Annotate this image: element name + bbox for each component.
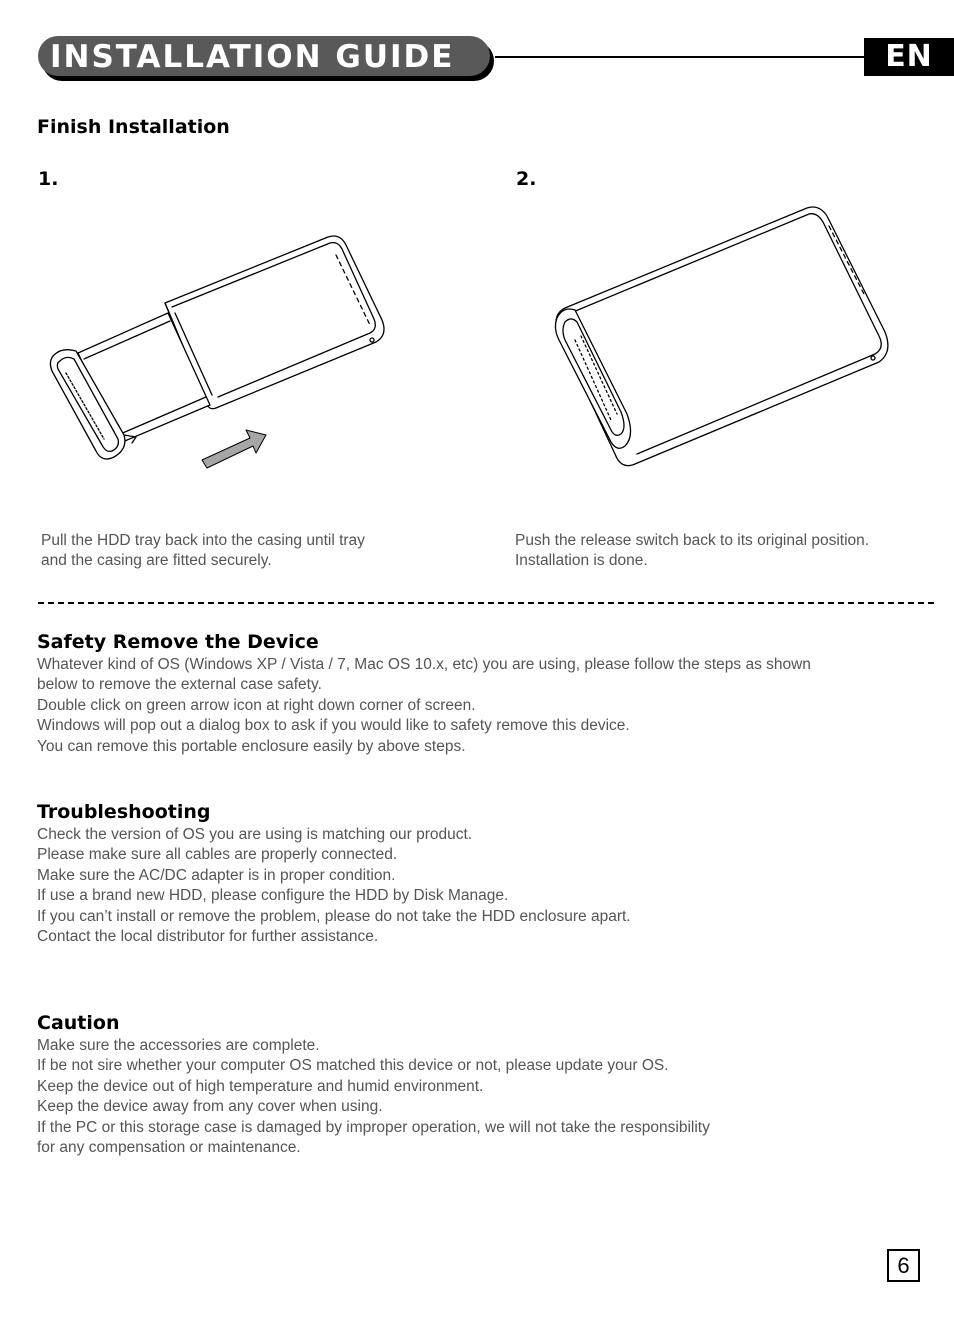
text-line: You can remove this portable enclosure easily by above steps. [37, 737, 466, 755]
safety-remove-heading: Safety Remove the Device [37, 631, 319, 653]
page-number: 6 [887, 1249, 920, 1282]
text-line: Whatever kind of OS (Windows XP / Vista / 7, Mac OS 10.x, etc) you are using, please follow the steps as shown [37, 656, 811, 673]
caution-heading: Caution [37, 1012, 120, 1034]
text-line: If use a brand new HDD, please configure the HDD by Disk Manage. [37, 887, 509, 905]
text-line: Windows will pop out a dialog box to ask if you would like to safety remove this device. [37, 717, 630, 735]
text-line: below to remove the external case safety. [37, 676, 322, 694]
step-2-illustration [545, 200, 905, 475]
step-1-caption-line: and the casing are fitted securely. [41, 552, 272, 569]
step-2-caption [515, 531, 869, 571]
text-line: Please make sure all cables are properly connected. [37, 846, 398, 864]
text-line: Contact the local distributor for further assistance. [37, 928, 379, 946]
caution-text [37, 1036, 710, 1158]
text-line: Check the version of OS you are using is matching our product. [37, 826, 473, 843]
troubleshooting-heading: Troubleshooting [37, 801, 211, 823]
section-divider [38, 602, 934, 604]
text-line: Make sure the accessories are complete. [37, 1037, 320, 1054]
step-2-caption-line: Push the release switch back to its original position. [515, 532, 870, 549]
text-line: for any compensation or maintenance. [37, 1139, 301, 1157]
text-line: Double click on green arrow icon at right down corner of screen. [37, 696, 476, 714]
text-line: If you can’t install or remove the problem, please do not take the HDD enclosure apart. [37, 907, 631, 925]
step-1-number: 1. [38, 168, 59, 190]
safety-remove-text [37, 655, 811, 757]
step-1-illustration [40, 225, 400, 480]
text-line: Keep the device away from any cover when using. [37, 1098, 383, 1116]
step-1-caption [41, 531, 365, 571]
step-1-caption-line: Pull the HDD tray back into the casing until tray [41, 532, 365, 549]
finish-installation-heading: Finish Installation [37, 116, 230, 138]
language-badge: EN [864, 38, 954, 76]
header-rule [495, 56, 865, 58]
troubleshooting-text [37, 825, 631, 947]
text-line: If be not sire whether your computer OS matched this device or not, please update your OS. [37, 1057, 669, 1075]
step-2-number: 2. [516, 168, 537, 190]
step-2-caption-line: Installation is done. [515, 552, 648, 569]
page-title: INSTALLATION GUIDE [50, 39, 455, 75]
text-line: Make sure the AC/DC adapter is in proper condition. [37, 866, 396, 884]
text-line: If the PC or this storage case is damaged by improper operation, we will not take the responsibility [37, 1118, 710, 1136]
text-line: Keep the device out of high temperature and humid environment. [37, 1077, 484, 1095]
